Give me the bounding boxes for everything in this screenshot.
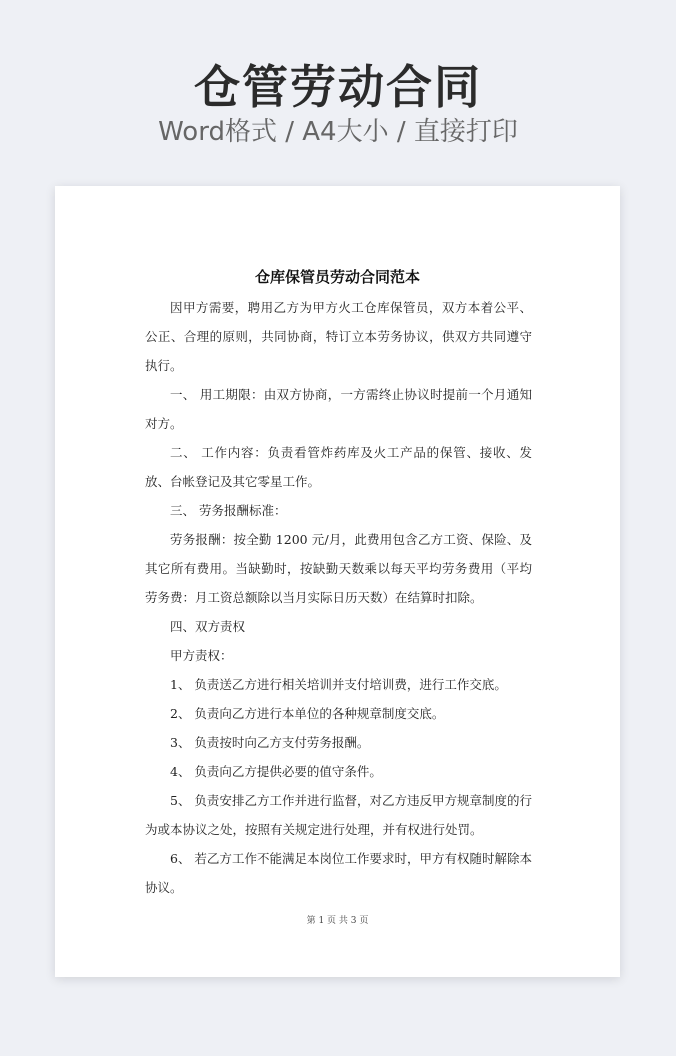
paragraph-item-1: 1、 负责送乙方进行相关培训并支付培训费，进行工作交底。 <box>170 677 507 692</box>
paragraph-intro: 因甲方需要，聘用乙方为甲方火工仓库保管员，双方本着公平、公正、合理的原则，共同协商，特订立本劳务协议，供双方共同遵守执行。 <box>145 300 532 373</box>
paragraph-item-4: 4、 负责向乙方提供必要的值守条件。 <box>170 764 382 779</box>
paragraph-item-2: 2、 负责向乙方进行本单位的各种规章制度交底。 <box>170 706 445 721</box>
banner-title: 仓管劳动合同 <box>194 60 482 114</box>
document-page <box>55 186 620 977</box>
page-number: 第 1 页 共 3 页 <box>306 916 369 926</box>
paragraph-rights-heading: 四、双方责权 <box>170 619 246 634</box>
paragraph-party-a-heading: 甲方责权： <box>170 648 233 663</box>
banner-subtitle: Word格式 / A4大小 / 直接打印 <box>158 117 518 147</box>
paragraph-pay-detail: 劳务报酬：按全勤 1200 元/月，此费用包含乙方工资、保险、及其它所有费用。当缺勤时，按缺勤天数乘以每天平均劳务费用（平均劳务费：月工资总额除以当月实际日历天数）在结算时扣除。 <box>145 532 532 605</box>
document-title: 仓库保管员劳动合同范本 <box>254 268 420 286</box>
paragraph-term: 一、 用工期限：由双方协商，一方需终止协议时提前一个月通知对方。 <box>145 387 532 431</box>
document-body <box>145 293 532 902</box>
paragraph-item-5: 5、 负责安排乙方工作并进行监督，对乙方违反甲方规章制度的行为或本协议之处，按照有关规定进行处理，并有权进行处罚。 <box>145 793 532 837</box>
paragraph-pay-standard: 三、 劳务报酬标准： <box>170 503 287 518</box>
paragraph-work-content: 二、 工作内容：负责看管炸药库及火工产品的保管、接收、发放、台帐登记及其它零星工作。 <box>145 445 532 489</box>
paragraph-item-3: 3、 负责按时向乙方支付劳务报酬。 <box>170 735 370 750</box>
paragraph-item-6: 6、 若乙方工作不能满足本岗位工作要求时，甲方有权随时解除本协议。 <box>145 851 532 895</box>
